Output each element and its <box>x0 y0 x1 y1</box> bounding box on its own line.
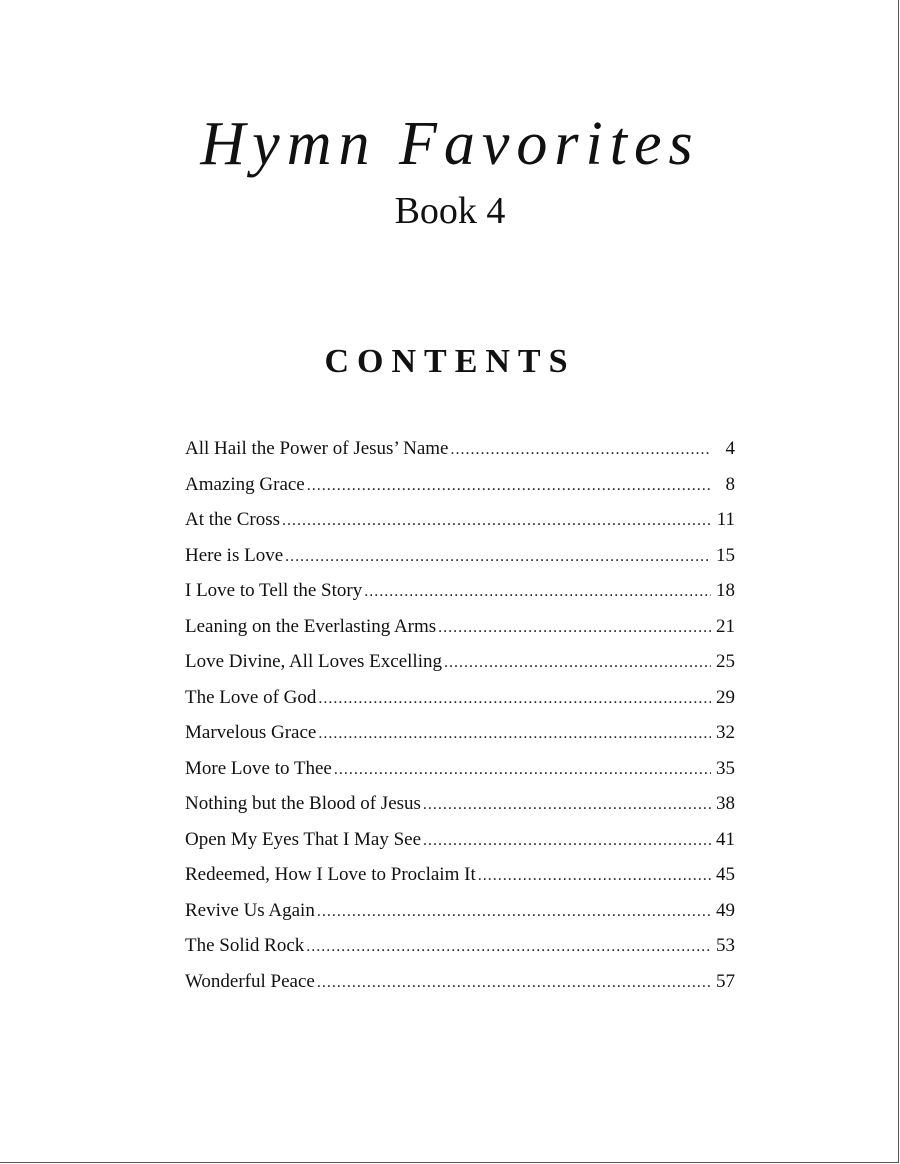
toc-dot-leader <box>306 929 711 964</box>
toc-entry <box>185 502 735 538</box>
toc-entry-page: 29 <box>716 686 735 708</box>
toc-entry-title: The Love of God <box>185 686 317 708</box>
toc-dot-leader <box>364 574 711 609</box>
toc-entry-page: 32 <box>716 722 735 743</box>
toc-dot-leader <box>318 681 711 716</box>
toc-entry-title: Amazing Grace <box>185 473 305 495</box>
toc-entry <box>185 538 735 574</box>
toc-entry <box>185 680 735 716</box>
document-subtitle: Book 4 <box>394 190 506 232</box>
toc-entry-title: All Hail the Power of Jesus’ Name <box>185 438 449 459</box>
toc-entry-page: 57 <box>716 970 735 992</box>
toc-entry <box>185 644 735 680</box>
toc-entry-title: Revive Us Again <box>185 899 315 921</box>
document-title: Hymn Favorites <box>200 110 700 178</box>
toc-entry-page: 25 <box>716 651 735 672</box>
toc-entry-title: The Solid Rock <box>185 935 305 956</box>
toc-entry-page: 8 <box>725 473 735 495</box>
toc-dot-leader <box>334 752 711 787</box>
toc-dot-leader <box>317 894 711 929</box>
toc-dot-leader <box>438 610 711 645</box>
toc-entry <box>185 928 735 964</box>
toc-entry-title: Here is Love <box>185 544 284 566</box>
toc-entry <box>185 857 735 893</box>
toc-entry <box>185 609 735 645</box>
toc-dot-leader <box>444 645 711 680</box>
toc-dot-leader <box>282 503 711 538</box>
toc-entry-page: 15 <box>716 544 735 566</box>
toc-entry-page: 53 <box>716 935 735 956</box>
toc-entry-page: 11 <box>716 509 735 530</box>
toc-entry-title: Nothing but the Blood of Jesus <box>185 793 421 814</box>
toc-entry-title: At the Cross <box>185 509 280 530</box>
contents-heading: CONTENTS <box>324 343 576 380</box>
toc-entry-page: 45 <box>716 864 735 885</box>
toc-entry-page: 49 <box>716 899 735 921</box>
toc-dot-leader <box>317 965 711 1000</box>
toc-entry-title: Love Divine, All Loves Excelling <box>185 651 442 672</box>
toc-dot-leader <box>285 539 711 574</box>
toc-entry-title: Leaning on the Everlasting Arms <box>185 615 437 637</box>
toc-dot-leader <box>450 432 711 467</box>
toc-entry <box>185 431 735 467</box>
toc-entry-page: 35 <box>716 757 735 779</box>
toc-entry-page: 18 <box>716 580 735 601</box>
toc-dot-leader <box>307 468 711 503</box>
toc-entry <box>185 715 735 751</box>
toc-entry-page: 41 <box>716 828 735 850</box>
toc-entry <box>185 573 735 609</box>
toc-entry-title: I Love to Tell the Story <box>185 580 363 601</box>
toc-dot-leader <box>423 787 711 822</box>
toc-entry-page: 21 <box>716 615 735 637</box>
toc-dot-leader <box>423 823 711 858</box>
table-of-contents <box>185 431 735 999</box>
toc-entry <box>185 893 735 929</box>
toc-entry-page: 38 <box>716 793 735 814</box>
toc-entry <box>185 964 735 1000</box>
toc-entry-title: Open My Eyes That I May See <box>185 828 422 850</box>
toc-entry <box>185 751 735 787</box>
toc-entry <box>185 467 735 503</box>
toc-entry-page: 4 <box>725 438 735 459</box>
toc-entry-title: Marvelous Grace <box>185 722 317 743</box>
toc-dot-leader <box>318 716 711 751</box>
toc-dot-leader <box>478 858 711 893</box>
toc-entry <box>185 786 735 822</box>
toc-entry-title: More Love to Thee <box>185 757 332 779</box>
toc-entry-title: Redeemed, How I Love to Proclaim It <box>185 864 476 885</box>
toc-entry-title: Wonderful Peace <box>185 970 315 992</box>
toc-entry <box>185 822 735 858</box>
